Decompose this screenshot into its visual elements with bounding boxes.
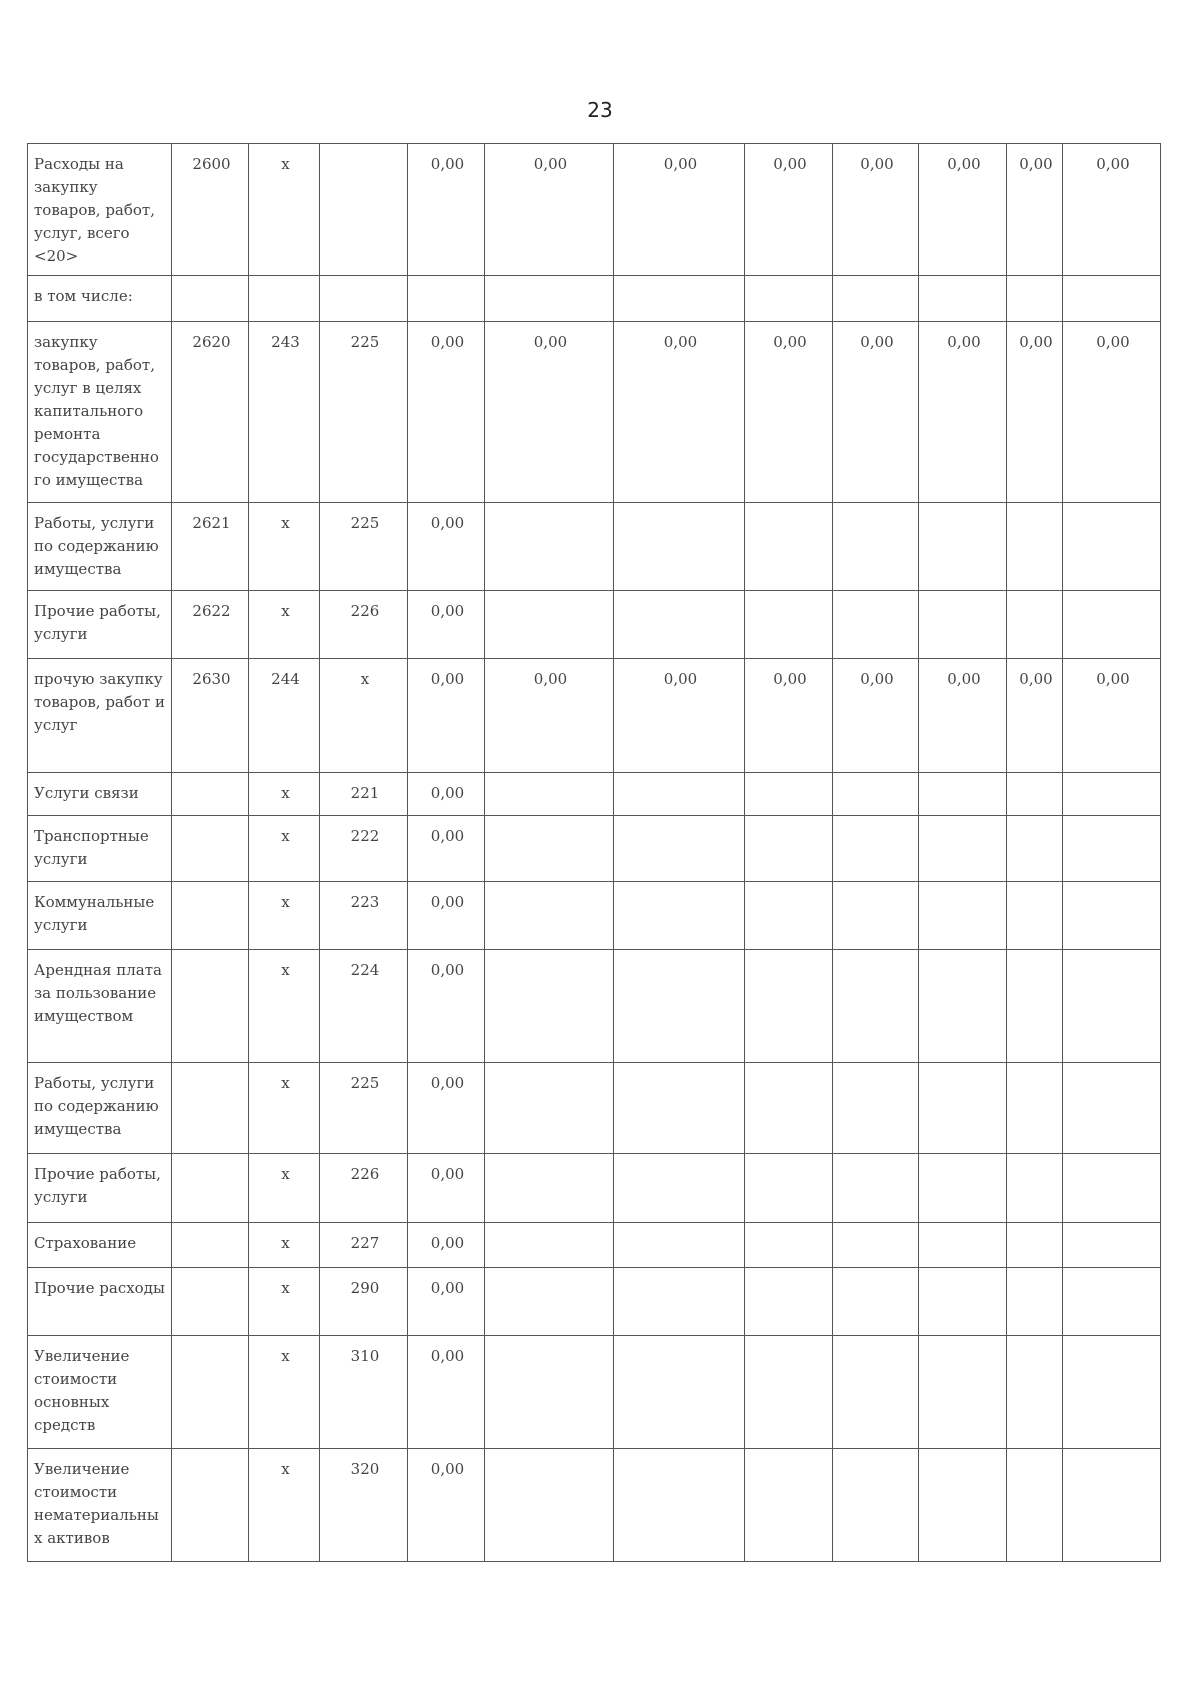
line-code — [172, 950, 249, 1063]
amount-cell — [485, 1223, 614, 1268]
amount-cell: 0,00 — [408, 816, 485, 882]
amount-cell — [833, 1154, 919, 1223]
amount-cell: 0,00 — [745, 659, 833, 773]
amount-cell — [485, 1154, 614, 1223]
table-row — [28, 322, 1161, 503]
amount-cell — [1007, 591, 1063, 659]
amount-cell — [745, 773, 833, 816]
amount-cell — [833, 816, 919, 882]
expense-type-code: 243 — [249, 322, 320, 503]
amount-cell: 0,00 — [1007, 144, 1063, 276]
amount-cell — [485, 882, 614, 950]
amount-cell — [745, 276, 833, 322]
table-row — [28, 950, 1161, 1063]
expense-type-code: x — [249, 503, 320, 591]
expense-type-code: x — [249, 1154, 320, 1223]
line-code — [172, 816, 249, 882]
row-name: Прочие расходы — [28, 1268, 172, 1336]
amount-cell — [919, 276, 1007, 322]
line-code — [172, 1449, 249, 1562]
amount-cell — [745, 591, 833, 659]
amount-cell: 0,00 — [408, 1449, 485, 1562]
amount-cell: 0,00 — [614, 322, 745, 503]
table-row — [28, 503, 1161, 591]
amount-cell: 0,00 — [408, 882, 485, 950]
amount-cell: 0,00 — [833, 322, 919, 503]
table-row — [28, 144, 1161, 276]
amount-cell — [1063, 1154, 1161, 1223]
amount-cell: 0,00 — [1063, 659, 1161, 773]
amount-cell: 0,00 — [919, 144, 1007, 276]
row-name: Коммунальные услуги — [28, 882, 172, 950]
amount-cell — [614, 773, 745, 816]
amount-cell — [919, 816, 1007, 882]
amount-cell — [1007, 950, 1063, 1063]
amount-cell — [1063, 1268, 1161, 1336]
row-name: Транспортные услуги — [28, 816, 172, 882]
kosgu-code: 320 — [320, 1449, 408, 1562]
amount-cell: 0,00 — [485, 659, 614, 773]
amount-cell: 0,00 — [745, 144, 833, 276]
amount-cell — [919, 1154, 1007, 1223]
amount-cell — [1063, 773, 1161, 816]
kosgu-code: 226 — [320, 1154, 408, 1223]
amount-cell — [833, 1336, 919, 1449]
line-code: 2630 — [172, 659, 249, 773]
amount-cell — [1063, 591, 1161, 659]
table-row — [28, 1268, 1161, 1336]
amount-cell: 0,00 — [614, 659, 745, 773]
amount-cell — [833, 950, 919, 1063]
line-code — [172, 1154, 249, 1223]
amount-cell — [745, 882, 833, 950]
amount-cell: 0,00 — [1007, 659, 1063, 773]
amount-cell — [919, 1063, 1007, 1154]
table-row — [28, 276, 1161, 322]
row-name: прочую закупку товаров, работ и услуг — [28, 659, 172, 773]
row-name: Работы, услуги по содержанию имущества — [28, 503, 172, 591]
amount-cell — [1007, 503, 1063, 591]
amount-cell — [614, 1449, 745, 1562]
kosgu-code: 225 — [320, 322, 408, 503]
kosgu-code: 223 — [320, 882, 408, 950]
amount-cell — [919, 1449, 1007, 1562]
expense-type-code: x — [249, 1336, 320, 1449]
amount-cell — [614, 1063, 745, 1154]
amount-cell — [485, 1449, 614, 1562]
amount-cell — [745, 1154, 833, 1223]
amount-cell — [1063, 1063, 1161, 1154]
amount-cell — [614, 816, 745, 882]
amount-cell — [614, 503, 745, 591]
amount-cell: 0,00 — [408, 950, 485, 1063]
kosgu-code: 310 — [320, 1336, 408, 1449]
row-name: Увеличение стоимости основных средств — [28, 1336, 172, 1449]
expense-type-code: x — [249, 591, 320, 659]
amount-cell: 0,00 — [408, 1268, 485, 1336]
expense-type-code: x — [249, 950, 320, 1063]
amount-cell — [1063, 882, 1161, 950]
expense-type-code: x — [249, 816, 320, 882]
row-name: закупку товаров, работ, услуг в целях капитального ремонта государственно го имущества — [28, 322, 172, 503]
amount-cell — [833, 773, 919, 816]
table-row — [28, 1063, 1161, 1154]
table-row — [28, 816, 1161, 882]
line-code: 2620 — [172, 322, 249, 503]
amount-cell: 0,00 — [1063, 322, 1161, 503]
amount-cell — [745, 1063, 833, 1154]
expense-type-code: x — [249, 1223, 320, 1268]
amount-cell — [1007, 1268, 1063, 1336]
amount-cell: 0,00 — [408, 144, 485, 276]
amount-cell: 0,00 — [485, 144, 614, 276]
kosgu-code: 227 — [320, 1223, 408, 1268]
row-name: Арендная плата за пользование имуществом — [28, 950, 172, 1063]
amount-cell — [485, 591, 614, 659]
expense-type-code — [249, 276, 320, 322]
amount-cell — [485, 816, 614, 882]
amount-cell: 0,00 — [1063, 144, 1161, 276]
expense-type-code: x — [249, 773, 320, 816]
kosgu-code: 221 — [320, 773, 408, 816]
amount-cell — [614, 1336, 745, 1449]
kosgu-code: 225 — [320, 1063, 408, 1154]
amount-cell — [1063, 276, 1161, 322]
line-code — [172, 1268, 249, 1336]
amount-cell — [919, 773, 1007, 816]
amount-cell — [745, 950, 833, 1063]
amount-cell — [919, 950, 1007, 1063]
kosgu-code: 225 — [320, 503, 408, 591]
amount-cell — [1007, 1336, 1063, 1449]
amount-cell — [833, 1268, 919, 1336]
table-row — [28, 591, 1161, 659]
line-code — [172, 882, 249, 950]
amount-cell — [745, 1268, 833, 1336]
amount-cell — [485, 1063, 614, 1154]
table-row — [28, 1336, 1161, 1449]
amount-cell: 0,00 — [408, 1336, 485, 1449]
amount-cell — [1063, 1449, 1161, 1562]
amount-cell — [614, 1154, 745, 1223]
amount-cell — [745, 503, 833, 591]
amount-cell — [408, 276, 485, 322]
amount-cell: 0,00 — [1007, 322, 1063, 503]
amount-cell — [745, 816, 833, 882]
table-row — [28, 882, 1161, 950]
amount-cell — [1007, 773, 1063, 816]
row-name: Услуги связи — [28, 773, 172, 816]
amount-cell: 0,00 — [408, 659, 485, 773]
amount-cell — [1063, 950, 1161, 1063]
amount-cell — [833, 1449, 919, 1562]
kosgu-code: 290 — [320, 1268, 408, 1336]
budget-table — [27, 143, 1161, 1562]
row-name: Страхование — [28, 1223, 172, 1268]
line-code — [172, 773, 249, 816]
amount-cell: 0,00 — [408, 773, 485, 816]
kosgu-code: x — [320, 659, 408, 773]
amount-cell — [614, 1223, 745, 1268]
amount-cell — [745, 1223, 833, 1268]
amount-cell: 0,00 — [833, 144, 919, 276]
expense-type-code: x — [249, 1449, 320, 1562]
amount-cell — [1007, 1063, 1063, 1154]
amount-cell — [833, 276, 919, 322]
amount-cell — [1007, 816, 1063, 882]
amount-cell: 0,00 — [919, 322, 1007, 503]
amount-cell — [1063, 1336, 1161, 1449]
amount-cell — [833, 1223, 919, 1268]
expense-type-code: x — [249, 1063, 320, 1154]
table-row — [28, 1154, 1161, 1223]
amount-cell — [485, 1336, 614, 1449]
amount-cell — [485, 276, 614, 322]
row-name: Прочие работы, услуги — [28, 591, 172, 659]
row-name: Работы, услуги по содержанию имущества — [28, 1063, 172, 1154]
amount-cell — [833, 591, 919, 659]
row-name: Увеличение стоимости нематериальны х активов — [28, 1449, 172, 1562]
amount-cell: 0,00 — [485, 322, 614, 503]
line-code: 2622 — [172, 591, 249, 659]
amount-cell — [485, 503, 614, 591]
expense-type-code: 244 — [249, 659, 320, 773]
amount-cell — [1007, 276, 1063, 322]
amount-cell: 0,00 — [408, 591, 485, 659]
amount-cell — [833, 882, 919, 950]
amount-cell — [919, 1268, 1007, 1336]
line-code — [172, 276, 249, 322]
kosgu-code: 222 — [320, 816, 408, 882]
amount-cell — [1063, 503, 1161, 591]
expense-type-code: x — [249, 882, 320, 950]
amount-cell: 0,00 — [408, 1223, 485, 1268]
amount-cell — [1007, 882, 1063, 950]
amount-cell — [919, 503, 1007, 591]
amount-cell — [833, 1063, 919, 1154]
kosgu-code — [320, 144, 408, 276]
amount-cell — [614, 1268, 745, 1336]
amount-cell: 0,00 — [408, 503, 485, 591]
kosgu-code — [320, 276, 408, 322]
table-row — [28, 773, 1161, 816]
table-row — [28, 659, 1161, 773]
row-name: в том числе: — [28, 276, 172, 322]
amount-cell: 0,00 — [408, 1063, 485, 1154]
amount-cell — [745, 1336, 833, 1449]
amount-cell — [919, 1336, 1007, 1449]
line-code: 2621 — [172, 503, 249, 591]
amount-cell — [919, 882, 1007, 950]
amount-cell: 0,00 — [745, 322, 833, 503]
amount-cell — [614, 882, 745, 950]
amount-cell — [833, 503, 919, 591]
kosgu-code: 224 — [320, 950, 408, 1063]
line-code: 2600 — [172, 144, 249, 276]
amount-cell — [1063, 816, 1161, 882]
line-code — [172, 1063, 249, 1154]
amount-cell — [614, 276, 745, 322]
kosgu-code: 226 — [320, 591, 408, 659]
amount-cell: 0,00 — [614, 144, 745, 276]
row-name: Расходы на закупку товаров, работ, услуг, всего <20> — [28, 144, 172, 276]
line-code — [172, 1223, 249, 1268]
line-code — [172, 1336, 249, 1449]
amount-cell: 0,00 — [833, 659, 919, 773]
amount-cell — [485, 950, 614, 1063]
page-number: 23 — [587, 98, 613, 122]
amount-cell — [919, 591, 1007, 659]
amount-cell — [485, 1268, 614, 1336]
amount-cell: 0,00 — [408, 322, 485, 503]
expense-type-code: x — [249, 144, 320, 276]
amount-cell — [1063, 1223, 1161, 1268]
amount-cell — [1007, 1223, 1063, 1268]
amount-cell: 0,00 — [408, 1154, 485, 1223]
row-name: Прочие работы, услуги — [28, 1154, 172, 1223]
amount-cell — [745, 1449, 833, 1562]
table-row — [28, 1223, 1161, 1268]
table-row — [28, 1449, 1161, 1562]
amount-cell: 0,00 — [919, 659, 1007, 773]
amount-cell — [1007, 1449, 1063, 1562]
amount-cell — [485, 773, 614, 816]
amount-cell — [614, 591, 745, 659]
expense-type-code: x — [249, 1268, 320, 1336]
amount-cell — [614, 950, 745, 1063]
amount-cell — [1007, 1154, 1063, 1223]
amount-cell — [919, 1223, 1007, 1268]
